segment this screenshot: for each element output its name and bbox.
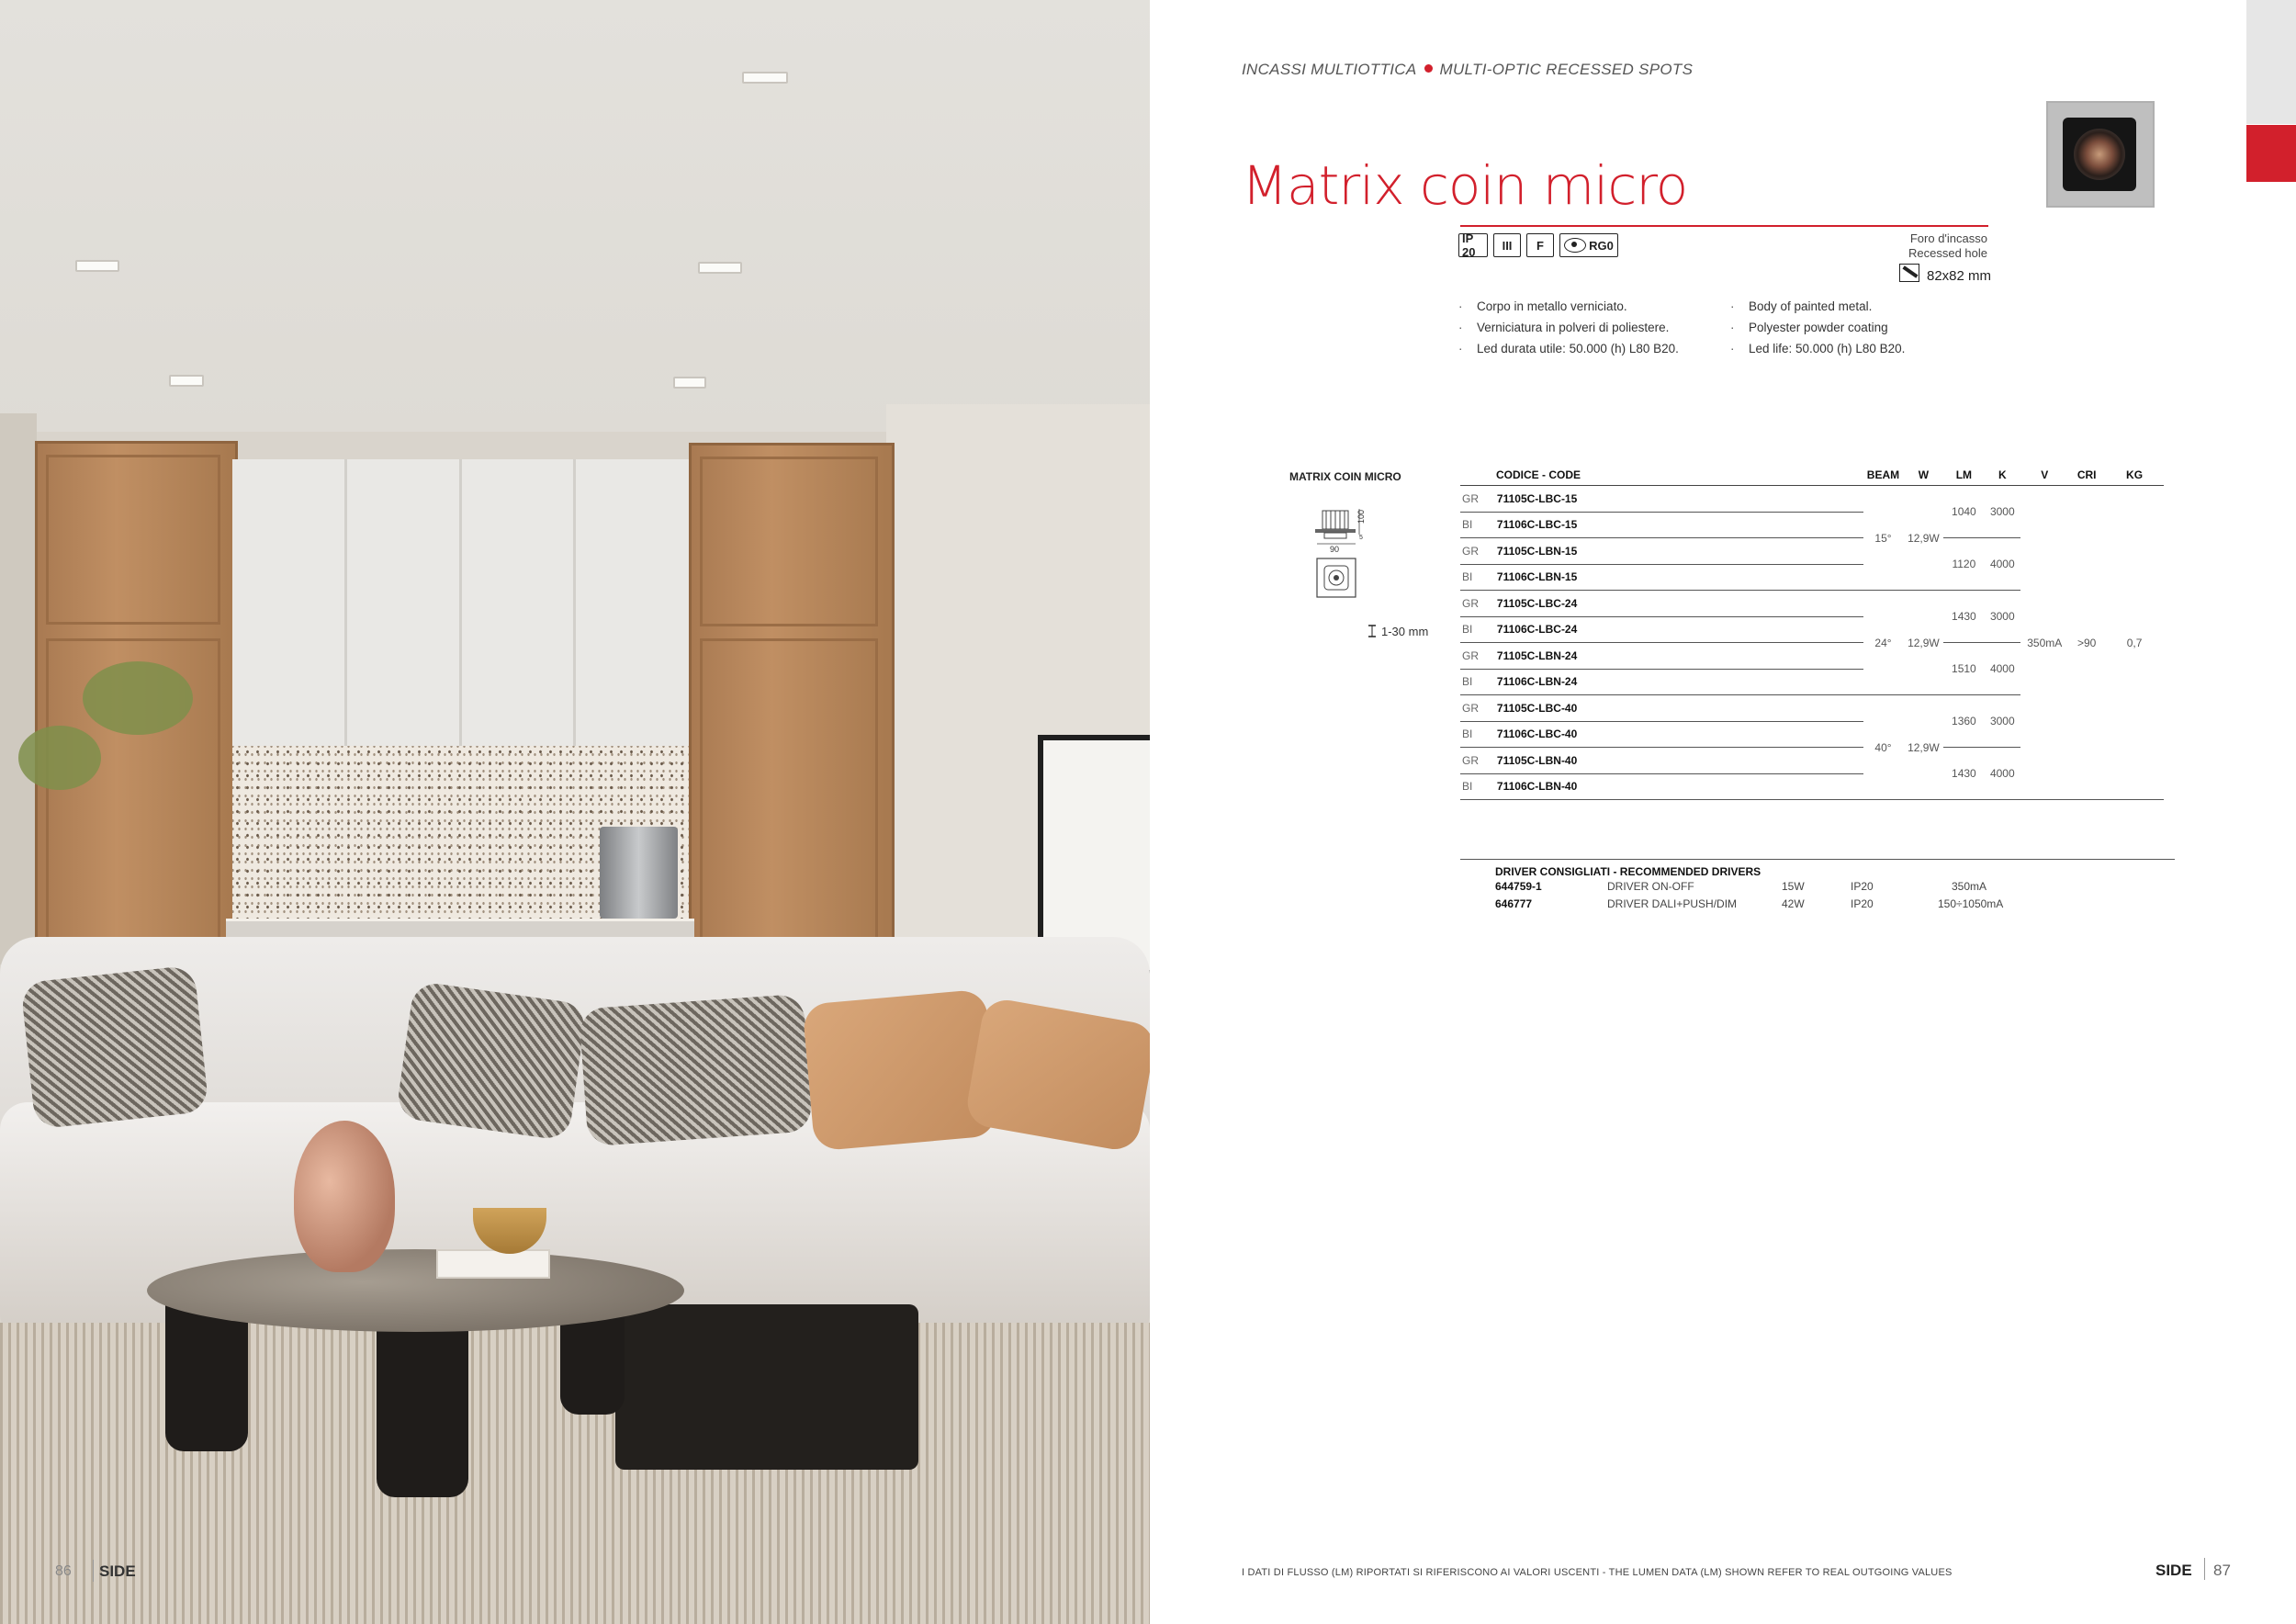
driver-code: 646777 <box>1495 897 1533 910</box>
driver-type: DRIVER ON-OFF <box>1607 880 1694 893</box>
page-number-left: 86 <box>55 1563 72 1579</box>
finish: BI <box>1460 616 1497 643</box>
product-code: 71105C-LBC-40 <box>1497 695 1863 722</box>
page-number-right: 87 <box>2213 1562 2231 1579</box>
small-dimension: 5 <box>1359 535 1363 541</box>
beam-value: 15° <box>1863 486 1904 591</box>
bullet-dot-icon <box>1424 64 1433 73</box>
finish: GR <box>1460 486 1497 513</box>
driver-current: 350mA <box>1952 880 1987 893</box>
driver-row <box>1460 878 2175 896</box>
cushion <box>579 994 813 1147</box>
photobiological-badge: RG0 <box>1559 233 1618 257</box>
certification-badges <box>1458 233 1618 257</box>
cabinet-divider <box>573 459 576 746</box>
width-dimension: 90 <box>1330 545 1340 554</box>
product-code: 71105C-LBN-15 <box>1497 538 1863 565</box>
header-kg: KG <box>2105 465 2164 486</box>
lumen-value: 1120 <box>1943 538 1984 591</box>
class-iii-badge: III <box>1493 233 1521 257</box>
driver-power: 15W <box>1782 880 1805 893</box>
ceiling <box>0 0 1150 432</box>
kelvin-value: 4000 <box>1984 748 2020 800</box>
cabinet-door <box>46 455 220 625</box>
lumen-value: 1040 <box>1943 486 1984 538</box>
product-code: 71106C-LBN-40 <box>1497 773 1863 800</box>
finish: BI <box>1460 669 1497 695</box>
f-mark-badge: F <box>1526 233 1554 257</box>
ceiling-spotlight <box>698 262 742 274</box>
product-code: 71106C-LBN-15 <box>1497 564 1863 591</box>
plant <box>18 726 101 790</box>
voltage-value: 350mA <box>2020 486 2068 800</box>
finish: BI <box>1460 512 1497 538</box>
cushion <box>802 989 997 1152</box>
beam-value: 24° <box>1863 591 1904 695</box>
ceiling-spotlight <box>742 72 788 84</box>
title-rule <box>1460 225 1988 227</box>
kelvin-value: 3000 <box>1984 591 2020 643</box>
side-table <box>615 1304 918 1470</box>
lens <box>2074 129 2125 180</box>
product-code: 71105C-LBC-24 <box>1497 591 1863 617</box>
height-dimension: 100 <box>1356 509 1366 524</box>
brand-right: SIDE <box>2155 1562 2192 1579</box>
kelvin-value: 4000 <box>1984 643 2020 695</box>
ceiling-spotlight <box>75 260 119 272</box>
cushion <box>395 981 587 1142</box>
finish: GR <box>1460 695 1497 722</box>
watt-value: 12,9W <box>1903 591 1943 695</box>
watt-value: 12,9W <box>1903 486 1943 591</box>
finish: BI <box>1460 721 1497 748</box>
books <box>436 1249 550 1279</box>
brand-left: SIDE <box>99 1562 136 1580</box>
finish: GR <box>1460 643 1497 670</box>
coffee-machine <box>600 827 678 919</box>
cri-value: >90 <box>2068 486 2105 800</box>
installation-thickness: 1-30 mm <box>1381 625 1429 638</box>
finish: GR <box>1460 748 1497 774</box>
product-code: 71105C-LBN-24 <box>1497 643 1863 670</box>
kelvin-value: 4000 <box>1984 538 2020 591</box>
eye-icon <box>1564 238 1586 253</box>
driver-ip: IP20 <box>1851 897 1874 910</box>
feature-item: · Verniciatura in polveri di poliestere. <box>1458 317 1679 338</box>
kelvin-value: 3000 <box>1984 695 2020 748</box>
technical-drawing <box>1313 503 1378 618</box>
header-cri: CRI <box>2068 465 2105 486</box>
kelvin-value: 3000 <box>1984 486 2020 538</box>
product-code: 71105C-LBC-15 <box>1497 486 1863 513</box>
cabinet-divider <box>344 459 347 746</box>
lumen-value: 1510 <box>1943 643 1984 695</box>
coffee-table <box>147 1249 684 1332</box>
driver-type: DRIVER DALI+PUSH/DIM <box>1607 897 1738 910</box>
feature-item: · Led durata utile: 50.000 (h) L80 B20. <box>1458 338 1679 359</box>
header-v: V <box>2020 465 2068 486</box>
table-row <box>1460 486 2164 513</box>
cabinet-door <box>700 457 878 626</box>
cabinet-door <box>700 638 878 978</box>
features-en <box>1730 296 1905 359</box>
feature-item: · Polyester powder coating <box>1730 317 1905 338</box>
ip20-badge: IP 20 <box>1458 233 1488 257</box>
product-codes-table <box>1460 465 2164 800</box>
section-title: INCASSI MULTIOTTICA MULTI-OPTIC RECESSED SPOTS <box>1242 61 1694 78</box>
cushion <box>20 965 209 1130</box>
header-k: K <box>1984 465 2020 486</box>
header-code: CODICE - CODE <box>1460 465 1863 486</box>
driver-ip: IP20 <box>1851 880 1874 893</box>
feature-item: · Body of painted metal. <box>1730 296 1905 317</box>
plant <box>83 661 193 735</box>
weight-value: 0,7 <box>2105 486 2164 800</box>
driver-row <box>1460 896 2175 913</box>
product-code: 71106C-LBC-40 <box>1497 721 1863 748</box>
header-w: W <box>1903 465 1943 486</box>
beam-value: 40° <box>1863 695 1904 800</box>
finish: GR <box>1460 538 1497 565</box>
product-code: 71105C-LBN-40 <box>1497 748 1863 774</box>
divider <box>93 1560 94 1582</box>
features-it <box>1458 296 1679 359</box>
header-beam: BEAM <box>1863 465 1904 486</box>
recessed-hole-label: Foro d'incasso Recessed hole <box>1908 231 1987 260</box>
product-image <box>2046 101 2155 208</box>
wall <box>0 413 37 964</box>
recessed-hole-size: 82x82 mm <box>1927 268 1992 284</box>
finish: GR <box>1460 591 1497 617</box>
lumen-value: 1360 <box>1943 695 1984 748</box>
finish: BI <box>1460 564 1497 591</box>
driver-current: 150÷1050mA <box>1938 897 2004 910</box>
drivers-title: DRIVER CONSIGLIATI - RECOMMENDED DRIVERS <box>1495 865 1761 878</box>
finish: BI <box>1460 773 1497 800</box>
section-tab-active <box>2246 125 2296 182</box>
section-tab <box>2246 0 2296 124</box>
product-code: 71106C-LBN-24 <box>1497 669 1863 695</box>
lumen-value: 1430 <box>1943 748 1984 800</box>
divider <box>2204 1558 2205 1580</box>
recessed-hole-icon <box>1899 264 1919 282</box>
watt-value: 12,9W <box>1903 695 1943 800</box>
product-code: 71106C-LBC-15 <box>1497 512 1863 538</box>
recommended-drivers <box>1460 859 2175 913</box>
fixture-name: MATRIX COIN MICRO <box>1289 470 1401 483</box>
lumen-value: 1430 <box>1943 591 1984 643</box>
feature-item: · Corpo in metallo verniciato. <box>1458 296 1679 317</box>
driver-code: 644759-1 <box>1495 880 1542 893</box>
product-code: 71106C-LBC-24 <box>1497 616 1863 643</box>
vase <box>294 1121 395 1272</box>
table-header-row <box>1460 465 2164 486</box>
driver-power: 42W <box>1782 897 1805 910</box>
header-lm: LM <box>1943 465 1984 486</box>
ceiling-spotlight <box>673 377 706 389</box>
installation-thickness-icon <box>1367 625 1377 637</box>
product-title: Matrix coin micro <box>1242 154 1688 217</box>
cabinet-divider <box>459 459 462 746</box>
ceiling-spotlight <box>169 375 204 387</box>
feature-item: · Led life: 50.000 (h) L80 B20. <box>1730 338 1905 359</box>
lumen-footnote: I DATI DI FLUSSO (LM) RIPORTATI SI RIFERISCONO AI VALORI USCENTI - THE LUMEN DATA (LM) SHOWN REFER TO REAL OUTGOING VALUES <box>1242 1567 1953 1578</box>
